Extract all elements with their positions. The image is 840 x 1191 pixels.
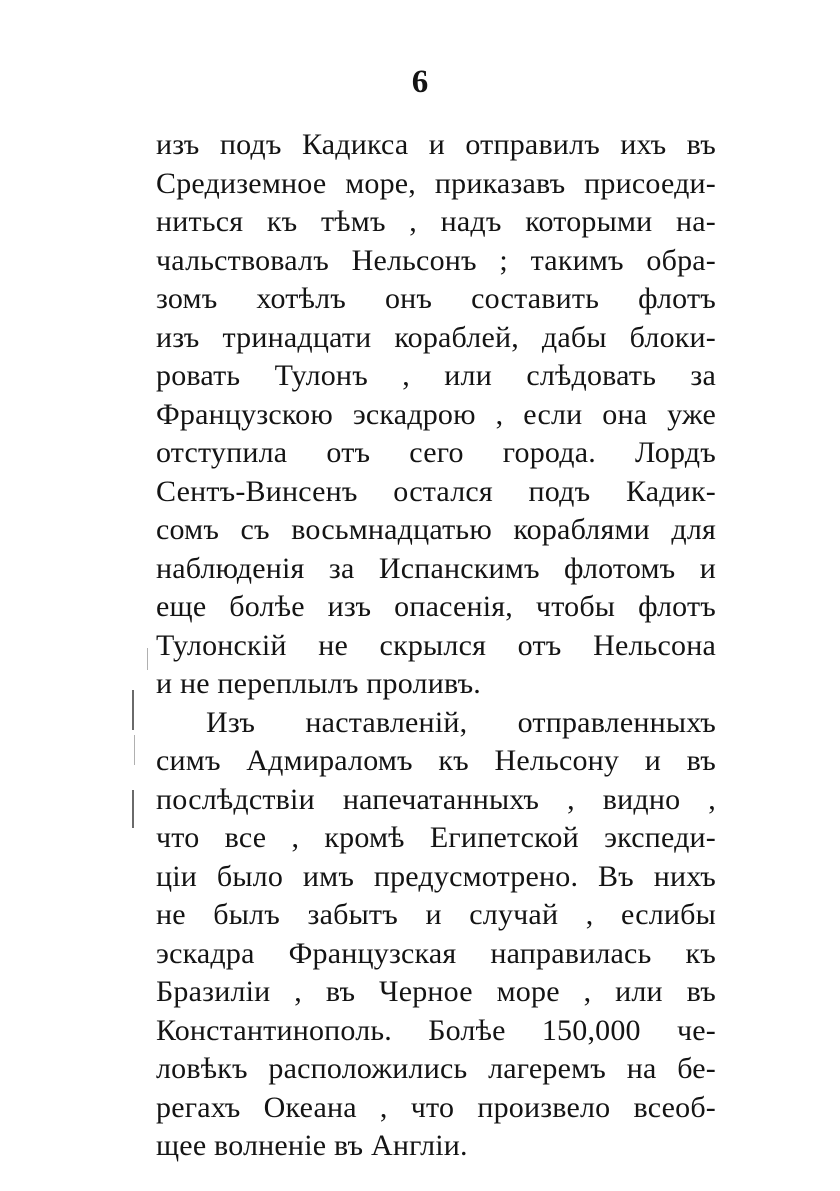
body-text xyxy=(156,126,716,1166)
margin-mark xyxy=(134,735,135,765)
text-line: регахъ Океана , что произвело всеоб- xyxy=(156,1090,716,1124)
text-line: и не переплылъ проливъ. xyxy=(156,667,481,700)
text-line: ровать Тулонъ , или слѣдовать за xyxy=(156,359,716,392)
text-line: отступила отъ сего города. Лордъ xyxy=(156,436,716,469)
text-line: зомъ хотѣлъ онъ составить флотъ xyxy=(156,282,716,315)
margin-mark xyxy=(147,648,148,670)
text-line: ниться къ тѣмъ , надъ которыми на- xyxy=(156,205,716,238)
text-line: послѣдствіи напечатанныхъ , видно , xyxy=(156,782,716,816)
text-line: Константинополь. Болѣе 150,000 че- xyxy=(156,1013,716,1047)
text-line: щее волненіе въ Англіи. xyxy=(156,1129,468,1162)
text-line: Тулонскій не скрылся отъ Нельсона xyxy=(156,628,716,662)
text-line: чальствовалъ Нельсонъ ; такимъ обра- xyxy=(156,243,716,277)
text-line: сомъ съ восьмнадцатью кораблями для xyxy=(156,513,716,546)
text-line: эскадра Французская направилась къ xyxy=(156,936,716,970)
text-line: наблюденія за Испанскимъ флотомъ и xyxy=(156,551,716,585)
text-line: Сентъ-Винсенъ остался подъ Кадик- xyxy=(156,474,716,508)
margin-mark xyxy=(132,790,134,828)
text-line: Средиземное море, приказавъ присоеди- xyxy=(156,166,716,200)
page-number: 6 xyxy=(411,64,429,100)
text-line: Изъ наставленій, отправленныхъ xyxy=(206,705,716,739)
paragraph-2 xyxy=(156,704,716,1166)
text-line: еще болѣе изъ опасенія, чтобы флотъ xyxy=(156,590,716,623)
text-line: ловѣкъ расположились лагеремъ на бе- xyxy=(156,1052,716,1085)
text-line: симъ Адмираломъ къ Нельсону и въ xyxy=(156,744,716,777)
text-line: Французскою эскадрою , если она уже xyxy=(156,397,716,431)
paragraph-1 xyxy=(156,126,716,704)
text-line: ціи было имъ предусмотрено. Въ нихъ xyxy=(156,859,716,893)
text-line: изъ подъ Кадикса и отправилъ ихъ въ xyxy=(156,128,716,161)
text-line: не былъ забытъ и случай , еслибы xyxy=(156,898,716,931)
text-line: Бразиліи , въ Черное море , или въ xyxy=(156,975,716,1008)
margin-mark xyxy=(132,690,134,730)
text-line: что все , кромѣ Египетской экспеди- xyxy=(156,821,716,854)
text-line: изъ тринадцати кораблей, дабы блоки- xyxy=(156,320,716,354)
